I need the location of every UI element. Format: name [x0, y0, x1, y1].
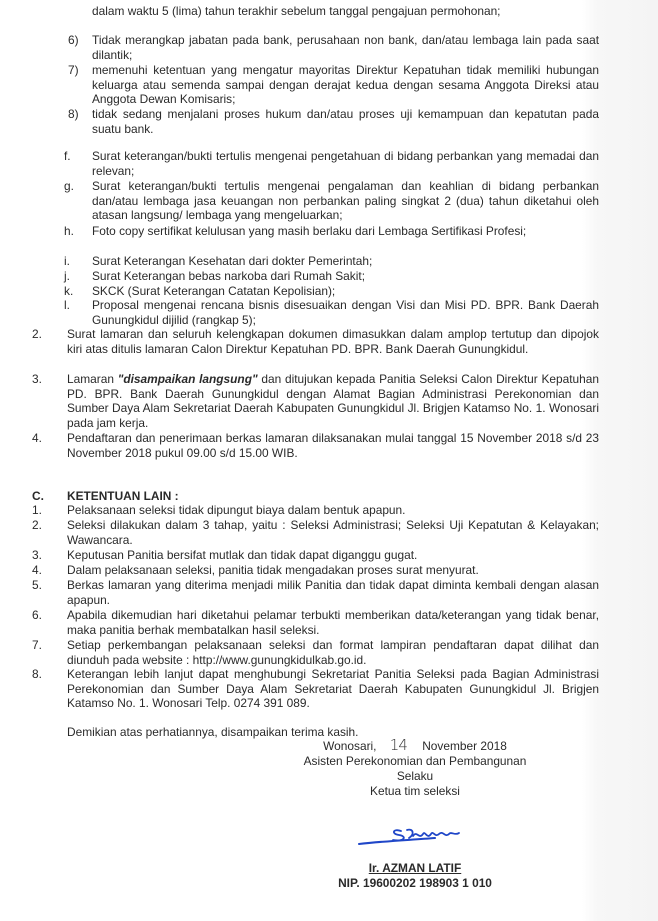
sub-item-text: Tidak merangkap jabatan pada bank, perusahaan non bank, dan/atau lembaga lain pada saat dilantik;: [92, 33, 599, 62]
sub-item-number: 6): [68, 33, 79, 47]
emphasized-text: "disampaikan langsung": [117, 372, 258, 386]
rule-number: 3.: [32, 548, 42, 562]
sub-item: [68, 63, 599, 107]
rule-number: 4.: [32, 563, 42, 577]
signatory-position: Asisten Perekonomian dan Pembangunan: [303, 754, 527, 768]
rule-item: [32, 578, 599, 607]
item-number: 4.: [32, 431, 42, 445]
item-number: 2.: [32, 327, 42, 341]
sub-item-text: tidak sedang menjalani proses hukum dan/atau proses uji kemampuan dan kepatutan pada suatu bank.: [92, 107, 599, 136]
letter-item-label: j.: [64, 269, 70, 283]
sub-item-text: memenuhi ketentuan yang mengatur mayoritas Direktur Kepatuhan tidak memiliki hubungan keluarga atau semenda sampai dengan derajat kedua dengan sesama Anggota Direksi atau Anggota Dewan Komisaris;: [92, 63, 599, 107]
item-number: 3.: [32, 372, 42, 386]
letter-item: [64, 179, 599, 223]
rule-item: [32, 503, 599, 518]
letter-item-text: Surat Keterangan Kesehatan dari dokter Pemerintah;: [92, 254, 373, 268]
sub-item: [68, 33, 599, 62]
item-text-prefix: Lamaran: [67, 372, 118, 386]
item-text: Pendaftaran dan penerimaan berkas lamaran dilaksanakan mulai tanggal 15 November 2018 s/d 23 November 2018 pukul 09.00 s/d 15.00 WIB.: [67, 431, 599, 460]
numbered-item: [32, 327, 599, 356]
item-text: [67, 372, 599, 430]
rule-item: [32, 667, 599, 711]
rule-number: 2.: [32, 518, 42, 532]
letter-item-text: Proposal mengenai rencana bisnis disesuaikan dengan Visi dan Misi PD. BPR. Bank Daerah Gunungkidul dijilid (rangkap 5);: [92, 298, 599, 327]
numbered-item: [32, 431, 599, 460]
letter-item: [64, 284, 599, 299]
letter-item-label: h.: [64, 224, 74, 238]
section-title: KETENTUAN LAIN :: [67, 489, 179, 503]
sub-item-number: 8): [68, 107, 79, 121]
rule-text: Dalam pelaksanaan seleksi, panitia tidak mengadakan proses surat menyurat.: [67, 563, 479, 577]
numbered-item: [32, 372, 599, 430]
rule-number: 5.: [32, 578, 42, 592]
letter-item: [64, 149, 599, 178]
letter-item: [64, 254, 599, 269]
letter-item: [64, 224, 599, 239]
signatory-name: Ir. AZMAN LATIF: [368, 861, 462, 875]
rule-text: Keputusan Panitia bersifat mutlak dan tidak dapat diganggu gugat.: [67, 548, 418, 562]
rule-text: Pelaksanaan seleksi tidak dipungut biaya dalam bentuk apapun.: [67, 503, 406, 517]
signatory-role: Ketua tim seleksi: [370, 784, 460, 798]
date-line: [250, 738, 580, 754]
signature-place: Wonosari,: [323, 739, 377, 753]
rule-item: [32, 563, 599, 578]
letter-item: [64, 269, 599, 284]
rule-number: 1.: [32, 503, 42, 517]
letter-item-label: f.: [64, 149, 71, 163]
handwritten-day: 14: [389, 736, 407, 754]
section-heading: [32, 489, 599, 504]
rule-item: [32, 548, 599, 563]
signatory-nip: NIP. 19600202 198903 1 010: [338, 876, 492, 890]
rule-number: 7.: [32, 638, 42, 652]
page-edge-shadow: [582, 0, 658, 921]
signature-scribble-icon: [355, 822, 485, 850]
letter-item-label: i.: [64, 254, 70, 268]
item-text-rest: dan ditujukan kepada Panitia Seleksi Calon Direktur Kepatuhan PD. BPR. Bank Daerah Gunungkidul dengan Alamat Bagian Administrasi Perekonomian dan Sumber Daya Alam Sekretariat Daerah Kabupaten Gunungkidul Jl. Brigjen Katamso No. 1. Wonosari pada jam kerja.: [67, 372, 600, 430]
letter-item-text: Surat Keterangan bebas narkoba dari Rumah Sakit;: [92, 269, 365, 283]
rule-number: 6.: [32, 608, 42, 622]
rule-text: Setiap perkembangan pelaksanaan seleksi dan format lampiran pendaftaran dapat dilihat dan diunduh pada website : http://www.gunungkidulkab.go.id.: [67, 638, 599, 667]
sub-item: [68, 107, 599, 136]
letter-item-text: SKCK (Surat Keterangan Catatan Kepolisian);: [92, 284, 336, 298]
rule-text: Keterangan lebih lanjut dapat menghubungi Sekretariat Panitia Seleksi pada Bagian Administrasi Perekonomian dan Sumber Daya Alam Sekretariat Daerah Kabupaten Gunungkidul Jl. Brigjen Katamso No. 1. Wonosari Telp. 0274 391 089.: [67, 667, 599, 711]
sub-item-number: 7): [68, 63, 79, 77]
letter-item-label: k.: [64, 284, 74, 298]
rule-item: [32, 518, 599, 547]
rule-text: Seleksi dilakukan dalam 3 tahap, yaitu : Seleksi Administrasi; Seleksi Uji Kepatutan & Kelayakan; Wawancara.: [67, 518, 599, 547]
rule-item: [32, 608, 599, 637]
continuation-text: dalam waktu 5 (lima) tahun terakhir sebelum tanggal pengajuan permohonan;: [92, 4, 501, 18]
signatory-role-connector: Selaku: [396, 769, 434, 783]
letter-item-text: Surat keterangan/bukti tertulis mengenai pengetahuan di bidang perbankan yang memadai dan relevan;: [92, 149, 599, 178]
item-text: Surat lamaran dan seluruh kelengkapan dokumen dimasukkan dalam amplop tertutup dan dipojok kiri atas ditulis lamaran Calon Direktur Kepatuhan PD. BPR. Bank Daerah Gunungkidul.: [67, 327, 599, 356]
letter-item-text: Surat keterangan/bukti tertulis mengenai pengalaman dan keahlian di bidang perbankan dan/atau lembaga jasa keuangan non perbankan paling singkat 2 (dua) tahun diketahui oleh atasan langsung/ lembaga yang mengeluarkan;: [92, 179, 599, 223]
section-letter: C.: [32, 489, 44, 503]
continuation-paragraph: [92, 4, 599, 19]
rule-number: 8.: [32, 667, 42, 681]
letter-item-label: l.: [64, 298, 70, 312]
rule-text: Apabila dikemudian hari diketahui pelamar terbukti memberikan data/keterangan yang tidak benar, maka panitia berhak membatalkan hasil seleksi.: [67, 608, 599, 637]
letter-item: [64, 298, 599, 327]
closing-text: Demikian atas perhatiannya, disampaikan terima kasih.: [67, 725, 359, 739]
letter-item-text: Foto copy sertifikat kelulusan yang masih berlaku dari Lembaga Sertifikasi Profesi;: [92, 224, 527, 238]
letter-item-label: g.: [64, 179, 74, 193]
signature-month-year: November 2018: [422, 739, 507, 753]
rule-text: Berkas lamaran yang diterima menjadi milik Panitia dan tidak dapat diminta kembali dengan alasan apapun.: [67, 578, 599, 607]
rule-item: [32, 638, 599, 667]
